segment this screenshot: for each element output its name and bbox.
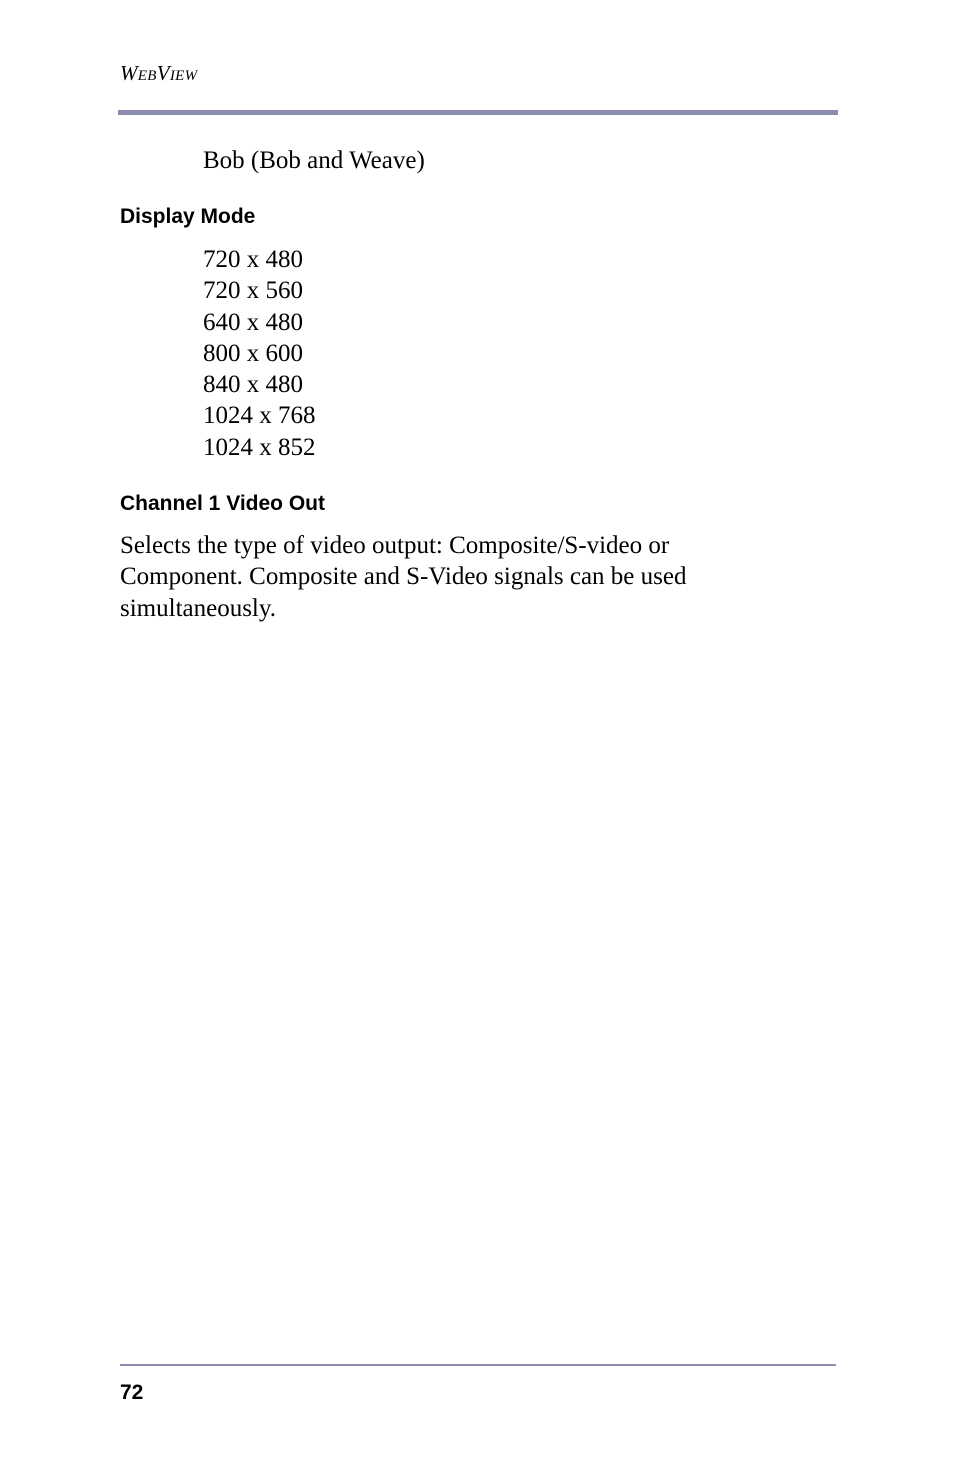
display-mode-option: 1024 x 852: [203, 433, 316, 461]
header-w: W: [120, 61, 138, 85]
display-mode-list: [203, 244, 316, 463]
description-line: Selects the type of video output: Composite/S-video or: [120, 532, 670, 559]
page-number: 72: [120, 1381, 144, 1404]
display-mode-heading: Display Mode: [120, 205, 256, 228]
running-header: [120, 60, 197, 89]
display-mode-option: 640 x 480: [203, 308, 303, 336]
header-rule: [118, 110, 838, 115]
description-line: simultaneously.: [120, 594, 277, 622]
display-mode-option: 720 x 480: [203, 246, 303, 273]
header-v: V: [156, 61, 170, 85]
footer-rule: [120, 1364, 836, 1366]
display-mode-option: 840 x 480: [203, 371, 303, 399]
channel1-description: [120, 530, 760, 624]
description-line: Component. Composite and S-Video signals can be used: [120, 563, 687, 591]
display-mode-option: 720 x 560: [203, 277, 303, 305]
channel1-video-out-heading: Channel 1 Video Out: [120, 492, 325, 515]
header-eb: EB: [137, 68, 157, 84]
header-iew: IEW: [169, 68, 198, 84]
display-mode-option: 1024 x 768: [203, 402, 316, 430]
deinterlace-option-bob: Bob (Bob and Weave): [203, 147, 425, 174]
display-mode-option: 800 x 600: [203, 339, 303, 367]
